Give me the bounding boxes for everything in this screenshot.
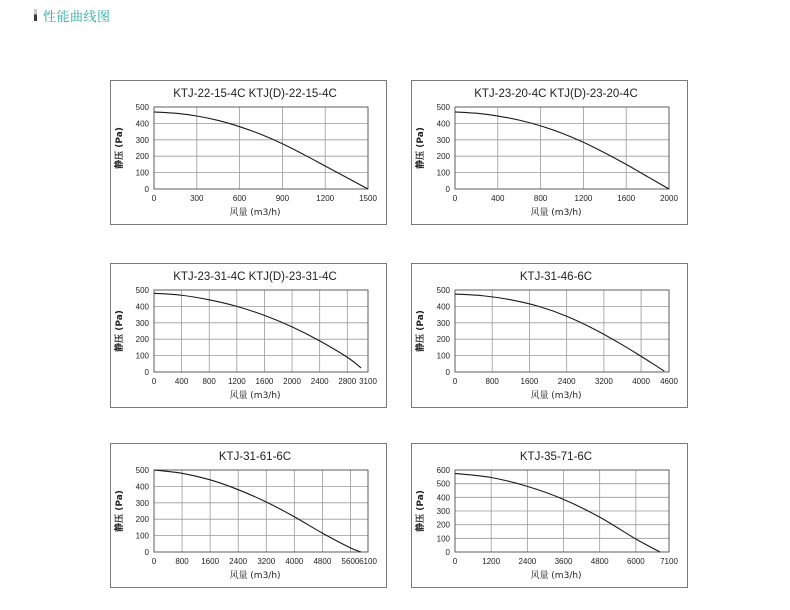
y-tick-label: 300 xyxy=(135,318,149,328)
y-tick-label: 100 xyxy=(135,531,149,541)
x-tick-label: 2400 xyxy=(229,557,248,566)
y-tick-label: 400 xyxy=(436,493,450,503)
y-tick-label: 500 xyxy=(135,103,149,112)
x-tick-label: 1200 xyxy=(316,194,335,203)
x-tick-label: 1500 xyxy=(359,194,377,203)
y-tick-label: 100 xyxy=(436,351,450,361)
x-tick-label: 2000 xyxy=(283,377,301,386)
x-tick-label: 0 xyxy=(452,557,458,566)
y-tick-label: 0 xyxy=(144,185,149,194)
y-tick-label: 500 xyxy=(436,103,450,112)
y-tick-label: 400 xyxy=(135,119,149,129)
x-tick-label: 400 xyxy=(174,377,189,386)
x-tick-label: 0 xyxy=(151,194,157,203)
y-axis-label: 静压 (Pa) xyxy=(115,490,125,532)
y-tick-label: 400 xyxy=(436,119,450,129)
y-axis-label: 静压 (Pa) xyxy=(416,127,426,169)
y-tick-label: 300 xyxy=(135,135,149,145)
x-tick-label: 4600 xyxy=(660,377,678,386)
y-tick-label: 200 xyxy=(436,520,450,530)
y-tick-label: 500 xyxy=(436,286,450,295)
y-tick-label: 100 xyxy=(135,168,149,178)
plot-frame xyxy=(455,290,669,372)
x-axis-label: 风量 (m3/h) xyxy=(530,571,582,581)
x-tick-label: 400 xyxy=(491,194,505,203)
y-axis-label: 静压 (Pa) xyxy=(115,127,125,169)
x-tick-label: 600 xyxy=(232,194,247,203)
x-tick-label: 7100 xyxy=(660,557,678,566)
performance-curve xyxy=(455,294,664,371)
y-axis-label: 静压 (Pa) xyxy=(416,490,426,532)
x-axis-label: 风量 (m3/h) xyxy=(530,391,582,401)
y-tick-label: 300 xyxy=(436,318,450,328)
chart-svg xyxy=(111,264,388,409)
x-tick-label: 6000 xyxy=(626,557,645,566)
x-tick-label: 2800 xyxy=(338,377,357,386)
x-tick-label: 0 xyxy=(452,194,458,203)
x-tick-label: 2400 xyxy=(310,377,329,386)
chart-panel xyxy=(411,80,688,225)
chart-panel xyxy=(411,443,688,588)
y-tick-label: 0 xyxy=(445,548,450,557)
chart-svg xyxy=(111,444,388,589)
performance-curve xyxy=(154,470,361,552)
y-tick-label: 600 xyxy=(436,466,450,475)
y-tick-label: 0 xyxy=(144,368,149,377)
x-axis-label: 风量 (m3/h) xyxy=(229,571,281,581)
performance-curve xyxy=(455,473,660,552)
y-tick-label: 500 xyxy=(436,479,450,489)
chart-title: KTJ-31-61-6C xyxy=(218,451,292,463)
y-tick-label: 100 xyxy=(135,351,149,361)
plot-frame xyxy=(154,290,368,372)
x-tick-label: 1200 xyxy=(482,557,501,566)
y-tick-label: 300 xyxy=(436,507,450,516)
y-tick-label: 500 xyxy=(135,466,149,475)
y-axis-label: 静压 (Pa) xyxy=(416,310,426,352)
x-axis-label: 风量 (m3/h) xyxy=(229,391,281,401)
plot-frame xyxy=(154,470,368,552)
x-tick-label: 5600 xyxy=(341,557,360,566)
chart-panel xyxy=(411,263,688,408)
chart-svg xyxy=(412,81,689,226)
x-tick-label: 1200 xyxy=(227,377,246,386)
plot-frame xyxy=(455,107,669,189)
x-tick-label: 2400 xyxy=(557,377,576,386)
x-tick-label: 300 xyxy=(190,194,204,203)
x-tick-label: 4800 xyxy=(313,557,332,566)
y-tick-label: 300 xyxy=(135,498,149,508)
x-tick-label: 4000 xyxy=(285,557,304,566)
x-tick-label: 800 xyxy=(175,557,189,566)
chart-title: KTJ-31-46-6C xyxy=(519,271,593,283)
x-tick-label: 800 xyxy=(202,377,216,386)
x-tick-label: 0 xyxy=(151,377,157,386)
y-tick-label: 200 xyxy=(135,335,149,345)
chart-svg xyxy=(111,81,388,226)
chart-svg xyxy=(412,444,689,589)
chart-panel xyxy=(110,443,387,588)
x-tick-label: 1600 xyxy=(617,194,636,203)
chart-title: KTJ-22-15-4C KTJ(D)-22-15-4C xyxy=(173,88,337,100)
y-tick-label: 400 xyxy=(135,302,149,312)
x-tick-label: 1600 xyxy=(255,377,274,386)
x-tick-label: 6100 xyxy=(359,557,377,566)
y-tick-label: 100 xyxy=(436,534,450,544)
x-tick-label: 3200 xyxy=(594,377,613,386)
x-tick-label: 4800 xyxy=(590,557,609,566)
y-tick-label: 200 xyxy=(135,152,149,162)
y-tick-label: 300 xyxy=(436,135,450,145)
x-tick-label: 800 xyxy=(485,377,499,386)
x-tick-label: 1200 xyxy=(574,194,593,203)
x-tick-label: 2000 xyxy=(660,194,678,203)
x-tick-label: 4000 xyxy=(632,377,650,386)
y-tick-label: 100 xyxy=(436,168,450,178)
chart-svg xyxy=(412,264,689,409)
chart-panel xyxy=(110,263,387,408)
y-tick-label: 0 xyxy=(144,548,149,557)
page-title: 性能曲线图 xyxy=(43,9,111,25)
y-tick-label: 200 xyxy=(135,515,149,525)
y-axis-label: 静压 (Pa) xyxy=(115,310,125,352)
x-axis-label: 风量 (m3/h) xyxy=(530,208,582,218)
y-tick-label: 200 xyxy=(436,335,450,345)
x-tick-label: 3200 xyxy=(257,557,276,566)
y-tick-label: 0 xyxy=(445,368,450,377)
chart-panel xyxy=(110,80,387,225)
y-tick-label: 400 xyxy=(135,482,149,492)
y-tick-label: 0 xyxy=(445,185,450,194)
y-tick-label: 500 xyxy=(135,286,149,295)
x-tick-label: 2400 xyxy=(518,557,537,566)
y-tick-label: 200 xyxy=(436,152,450,162)
x-tick-label: 1600 xyxy=(520,377,539,386)
x-tick-label: 3100 xyxy=(359,377,377,386)
chart-title: KTJ-35-71-6C xyxy=(519,451,593,463)
y-tick-label: 400 xyxy=(436,302,450,312)
x-tick-label: 1600 xyxy=(201,557,220,566)
chart-title: KTJ-23-31-4C KTJ(D)-23-31-4C xyxy=(173,271,337,283)
x-tick-label: 0 xyxy=(151,557,157,566)
x-tick-label: 3600 xyxy=(554,557,573,566)
chart-title: KTJ-23-20-4C KTJ(D)-23-20-4C xyxy=(474,88,638,100)
plot-frame xyxy=(154,107,368,189)
x-tick-label: 900 xyxy=(275,194,290,203)
x-tick-label: 800 xyxy=(533,194,548,203)
x-axis-label: 风量 (m3/h) xyxy=(229,208,281,218)
performance-curve xyxy=(154,293,361,368)
x-tick-label: 0 xyxy=(452,377,458,386)
